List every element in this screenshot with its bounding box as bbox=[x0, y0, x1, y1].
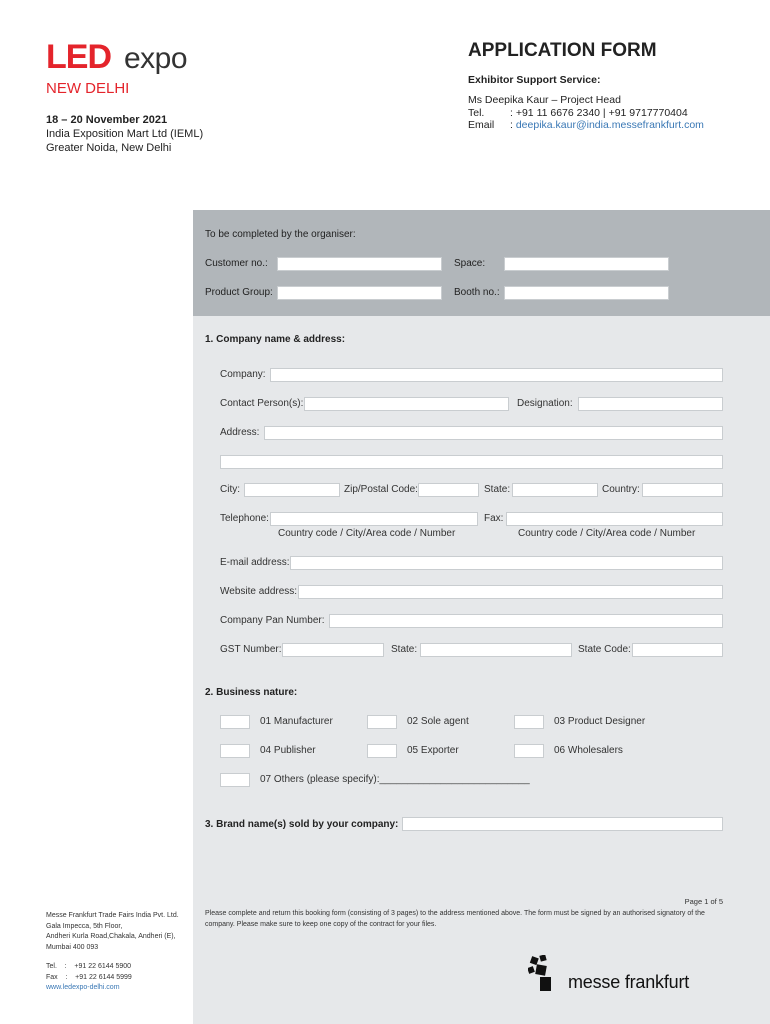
city-label: City: bbox=[220, 484, 240, 495]
section2-heading: 2. Business nature: bbox=[205, 687, 298, 698]
address-field-1[interactable] bbox=[264, 426, 723, 440]
product-group-label: Product Group: bbox=[205, 287, 273, 298]
city-field[interactable] bbox=[244, 483, 340, 497]
option-exporter: 05 Exporter bbox=[407, 745, 459, 756]
product-group-field[interactable] bbox=[277, 286, 442, 300]
event-venue: India Exposition Mart Ltd (IEML) bbox=[46, 128, 204, 140]
address-label: Address: bbox=[220, 427, 260, 438]
gst-field[interactable] bbox=[282, 643, 384, 657]
checkbox-wholesalers[interactable] bbox=[514, 744, 544, 758]
organiser-phones bbox=[46, 962, 132, 994]
website-label: Website address: bbox=[220, 586, 298, 597]
footer-note: Please complete and return this booking form (consisting of 3 pages) to the address mentioned above. The form must be signed by an authorised signatory of the company. Please make sure to keep one copy of the contract for your files. bbox=[205, 910, 705, 928]
state-field[interactable] bbox=[512, 483, 598, 497]
logo-expo: expo bbox=[124, 42, 188, 75]
email-label: Email bbox=[468, 119, 495, 131]
option-others: 07 Others (please specify):___________________________ bbox=[260, 774, 530, 785]
phone-hint: Country code / City/Area code / Number bbox=[278, 528, 456, 539]
booth-no-label: Booth no.: bbox=[454, 287, 500, 298]
contact-persons-field[interactable] bbox=[304, 397, 509, 411]
gst-state-field[interactable] bbox=[420, 643, 572, 657]
company-field[interactable] bbox=[270, 368, 723, 382]
logo-led: LED bbox=[46, 38, 111, 76]
email-sep: : bbox=[510, 119, 516, 131]
option-manufacturer: 01 Manufacturer bbox=[260, 716, 333, 727]
customer-no-field[interactable] bbox=[277, 257, 442, 271]
event-location: Greater Noida, New Delhi bbox=[46, 142, 172, 154]
space-label: Space: bbox=[454, 258, 486, 269]
address-line-1: Gala Impecca, 5th Floor, bbox=[46, 922, 123, 930]
footer-website-link[interactable]: www.ledexpo-delhi.com bbox=[46, 984, 120, 991]
booth-no-field[interactable] bbox=[504, 286, 669, 300]
telephone-field[interactable] bbox=[270, 512, 478, 526]
fax-hint: Country code / City/Area code / Number bbox=[518, 528, 696, 539]
gst-state-label: State: bbox=[391, 644, 418, 655]
option-sole-agent: 02 Sole agent bbox=[407, 716, 469, 727]
page-indicator: Page 1 of 5 bbox=[684, 897, 723, 906]
section3-heading: 3. Brand name(s) sold by your company: bbox=[205, 819, 399, 830]
option-publisher: 04 Publisher bbox=[260, 745, 316, 756]
designation-label: Designation: bbox=[517, 398, 573, 409]
zip-label: Zip/Postal Code: bbox=[344, 484, 418, 495]
company-label: Company: bbox=[220, 369, 266, 380]
footer-tel: Tel. : +91 22 6144 5900 bbox=[46, 963, 132, 970]
address-line-2: Andheri Kurla Road,Chakala, Andheri (E), bbox=[46, 933, 176, 940]
state-code-field[interactable] bbox=[632, 643, 723, 657]
checkbox-product-designer[interactable] bbox=[514, 715, 544, 729]
checkbox-sole-agent[interactable] bbox=[367, 715, 397, 729]
email-address-label: E-mail address: bbox=[220, 557, 290, 568]
pan-label: Company Pan Number: bbox=[220, 615, 325, 626]
fax-field[interactable] bbox=[506, 512, 723, 526]
checkbox-exporter[interactable] bbox=[367, 744, 397, 758]
organiser-address bbox=[46, 911, 179, 953]
organiser-intro: To be completed by the organiser: bbox=[205, 229, 356, 240]
option-product-designer: 03 Product Designer bbox=[554, 716, 646, 727]
email-address-field[interactable] bbox=[290, 556, 723, 570]
contact-persons-label: Contact Person(s): bbox=[220, 398, 304, 409]
support-title: Exhibitor Support Service: bbox=[468, 74, 601, 86]
event-info bbox=[46, 113, 203, 155]
checkbox-manufacturer[interactable] bbox=[220, 715, 250, 729]
checkbox-others[interactable] bbox=[220, 773, 250, 787]
email-link[interactable]: deepika.kaur@india.messefrankfurt.com bbox=[515, 119, 704, 131]
address-line-3: Mumbai 400 093 bbox=[46, 943, 99, 951]
checkbox-publisher[interactable] bbox=[220, 744, 250, 758]
messe-frankfurt-logo-icon bbox=[528, 955, 562, 993]
messe-frankfurt-wordmark: messe frankfurt bbox=[568, 972, 690, 992]
country-field[interactable] bbox=[642, 483, 723, 497]
space-field[interactable] bbox=[504, 257, 669, 271]
website-field[interactable] bbox=[298, 585, 723, 599]
fax-label: Fax: bbox=[484, 513, 504, 524]
option-wholesalers: 06 Wholesalers bbox=[554, 745, 623, 756]
event-date: 18 – 20 November 2021 bbox=[46, 114, 168, 126]
address-company: Messe Frankfurt Trade Fairs India Pvt. Ltd. bbox=[46, 912, 179, 919]
footer-fax: Fax : +91 22 6144 5999 bbox=[46, 973, 132, 981]
form-title: APPLICATION FORM bbox=[468, 40, 657, 61]
gst-label: GST Number: bbox=[220, 644, 282, 655]
brand-names-field[interactable] bbox=[402, 817, 723, 831]
contact-block bbox=[468, 94, 704, 132]
state-label: State: bbox=[484, 484, 511, 495]
pan-field[interactable] bbox=[329, 614, 723, 628]
zip-field[interactable] bbox=[418, 483, 479, 497]
customer-no-label: Customer no.: bbox=[205, 258, 268, 269]
address-field-2[interactable] bbox=[220, 455, 723, 469]
country-label: Country: bbox=[602, 484, 640, 495]
tel-label: Tel. bbox=[468, 106, 485, 119]
logo-city: NEW DELHI bbox=[46, 80, 130, 97]
tel-value: : +91 11 6676 2340 | +91 9717770404 bbox=[510, 106, 688, 119]
section1-heading: 1. Company name & address: bbox=[205, 334, 346, 345]
contact-name: Ms Deepika Kaur – Project Head bbox=[468, 94, 621, 106]
organiser-box bbox=[193, 210, 770, 316]
designation-field[interactable] bbox=[578, 397, 723, 411]
telephone-label: Telephone: bbox=[220, 513, 269, 524]
state-code-label: State Code: bbox=[578, 644, 631, 655]
